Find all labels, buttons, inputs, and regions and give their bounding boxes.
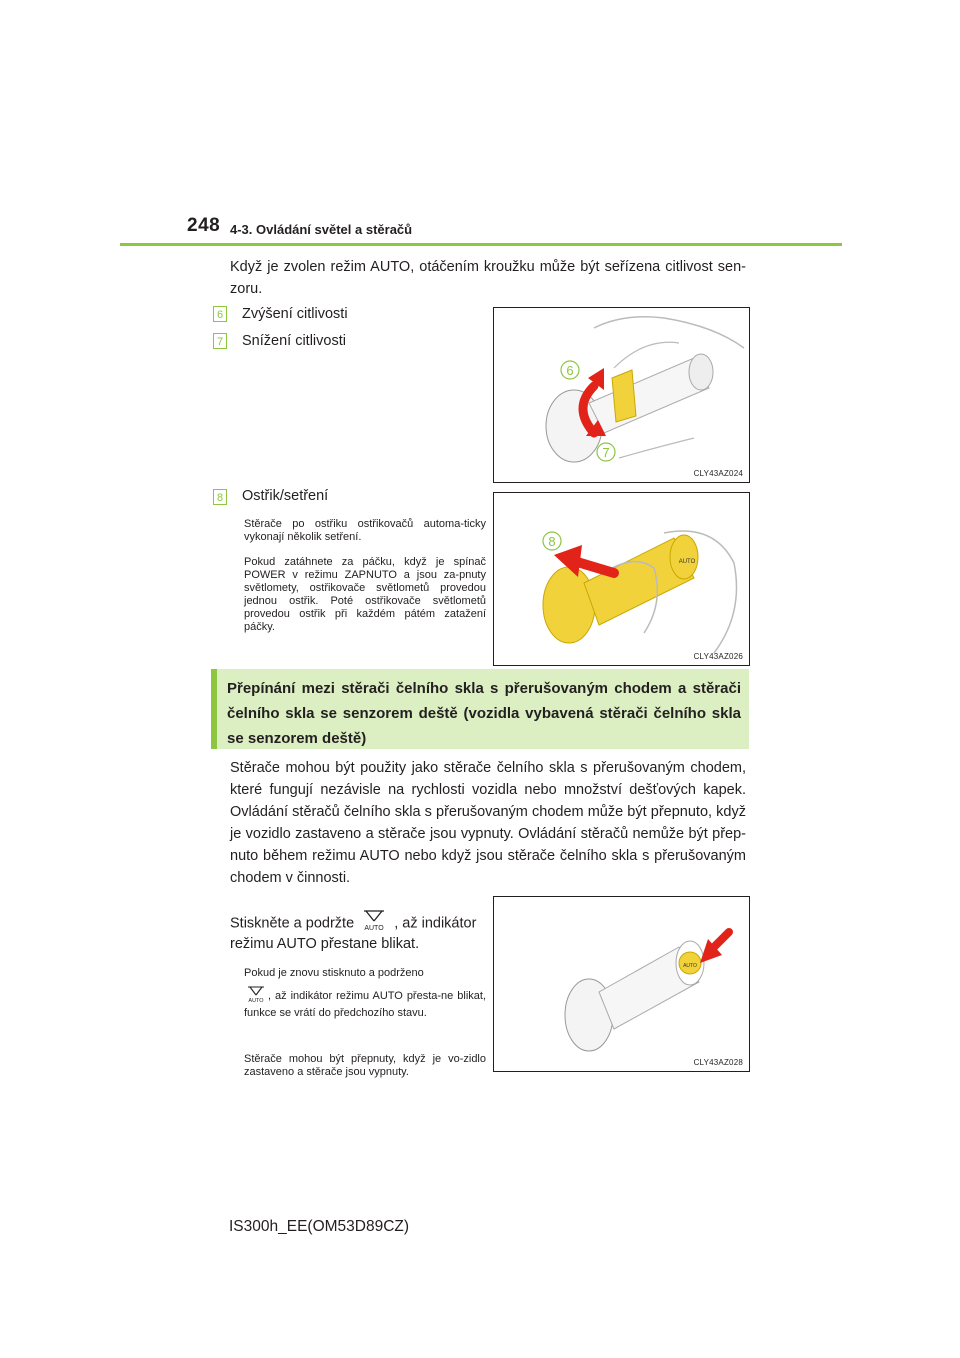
item-8-badge: 8 [213,489,227,505]
page-number: 248 [187,215,221,236]
item-8-label: Ostřik/setření [242,488,329,504]
header-divider [120,243,842,246]
footer-doc-id: IS300h_EE(OM53D89CZ) [229,1218,410,1235]
figure-sensitivity-ring [493,307,750,483]
callout-8: 8 [548,534,556,549]
auto-button-illustration [494,897,750,1072]
figure-washer-pull [493,492,750,666]
item-6-label: Zvýšení citlivosti [242,306,348,322]
wiper-auto-icon-label: AUTO [248,998,264,1003]
button-auto-mark: AUTO [683,963,697,969]
press-hold-note-1-rest [244,985,486,1020]
press-hold-note-1-line1: Pokud je znovu stisknuto a podrženo [244,967,424,979]
figure-code: CLY43AZ026 [693,652,743,661]
lever-pull-illustration [494,493,750,666]
lever-auto-mark: AUTO [678,559,696,565]
subsection-title: Přepínání mezi stěrači čelního skla s přerušovaným chodem a stěrači čelního skla se senzorem deště (vozidla vybavená stěrači čelního skla se senzorem deště) [227,680,741,747]
item-6-badge: 6 [213,306,227,322]
callout-7: 7 [602,445,610,460]
press-hold-note-2: Stěrače mohou být přepnuty, když je vo-zidlo zastaveno a stěrače jsou vypnuty. [244,1053,486,1078]
wiper-auto-icon [358,908,390,939]
figure-code: CLY43AZ028 [693,1058,743,1067]
callout-6: 6 [566,363,574,378]
wiper-auto-icon-label: AUTO [364,925,384,932]
lever-ring-illustration [494,308,750,483]
section-title: 4-3. Ovládání světel a stěračů [230,222,413,237]
press-hold-after: , až indikátor [394,915,477,932]
press-hold-before: Stiskněte a podržte [230,915,355,932]
wiper-auto-icon [244,985,268,1007]
item-7-badge: 7 [213,333,227,349]
figure-code: CLY43AZ024 [693,469,743,478]
press-hold-note-1-text: , až indikátor režimu AUTO přesta-ne blikat, funkce se vrátí do předchozího stavu. [244,989,486,1019]
item-7-label: Snížení citlivosti [242,333,346,349]
washer-note-2: Pokud zatáhnete za páčku, když je spínač POWER v režimu ZAPNUTO a jsou za-pnuty světlomety, ostřikovače světlometů provedou jednou ostřik. Poté ostřikovače světlometů provedou ostřik při každém pátém zatažení páčky. [244,556,486,633]
press-hold-instruction [230,908,485,939]
washer-note-1: Stěrače po ostřiku ostřikovačů automa-ticky vykonají několik setření. [244,518,486,543]
subsection-box [211,669,749,749]
press-hold-note-1 [244,967,486,1020]
intro-paragraph: Když je zvolen režim AUTO, otáčením kroužku může být seřízena citlivost sen-zoru. [230,259,746,297]
press-hold-line2: režimu AUTO přestane blikat. [230,936,420,952]
figure-auto-button [493,896,750,1072]
body-paragraph: Stěrače mohou být použity jako stěrače čelního skla s přerušovaným chodem, které fungují nezávisle na rychlosti vozidla nebo množství dešťových kapek. Ovládání stěračů čelního skla s přerušovaným chodem může být přepnuto, když je vozidlo zastaveno a stěrače jsou vypnuty. Ovládání stěračů nemůže být přep-nuto během režimu AUTO nebo když jsou stěrače čelního skla s přerušovaným chodem v činnosti. [230,760,746,886]
